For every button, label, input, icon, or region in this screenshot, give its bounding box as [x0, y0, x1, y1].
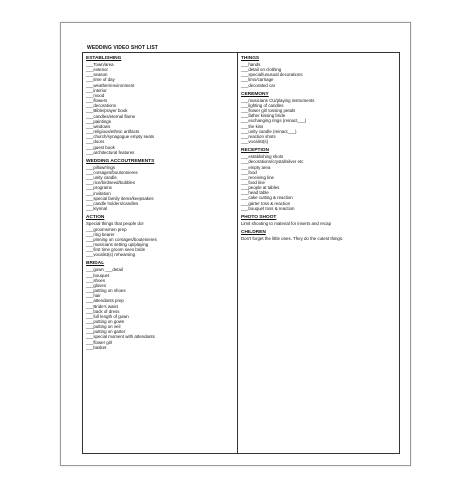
shot-item: ___rice/birdseed/bubbles: [86, 180, 136, 186]
column-divider: [237, 53, 238, 453]
shot-item: ___cake cutting & reaction: [241, 195, 293, 201]
shot-item: ___back of dress: [86, 308, 120, 314]
section-heading-photo-shoot: PHOTO SHOOT: [241, 214, 277, 220]
shot-item: ___ring bearer: [86, 231, 115, 237]
shot-item: ___hair: [86, 293, 101, 299]
shot-item: ___detail on clothing: [241, 67, 282, 73]
shot-item: ___vocalist(s) rehearsing: [86, 252, 136, 258]
shot-item: ___kiynnal: [86, 206, 107, 212]
shot-item: ___unity candle: [86, 175, 117, 181]
shot-item: ___establishing shots: [241, 154, 284, 160]
section-heading-wedding-accoutrements: WEDDING ACCOUTREMENTS: [86, 158, 155, 164]
shot-item: ___time of day: [86, 77, 115, 83]
shot-item: ___weather/environment: [86, 82, 135, 88]
shot-item: ___putting on veil: [86, 324, 121, 330]
shot-item: ___pillow/rings: [86, 164, 116, 170]
shot-item: ___Bible/prayer book: [86, 108, 128, 114]
shot-item: ___Bride's waist: [86, 303, 118, 309]
section-note: Special things that people do!: [86, 221, 144, 227]
shot-item: ___flower girl: [86, 339, 113, 345]
shot-item: ___special/unusual decorations: [241, 72, 303, 78]
shot-item: ___special family items/keepsakes: [86, 195, 154, 201]
shot-item: ___attendants prep: [86, 298, 124, 304]
shot-item: ___putting on shoes: [86, 288, 126, 294]
shot-item: ___decorations/crystal/silver etc: [241, 159, 304, 165]
shot-item: ___gloves: [86, 282, 107, 288]
shot-item: ___unity candle (reinact___): [241, 128, 297, 134]
shot-item: ___garter toss & reaction: [241, 200, 291, 206]
shot-item: ___season: [86, 72, 108, 78]
shot-item: ___father kissing bride: [241, 113, 286, 119]
shot-list-table: [82, 52, 400, 454]
shot-item: ___exchanging rings (reinact___): [241, 118, 307, 124]
shot-item: ___special moment with attendants: [86, 334, 155, 340]
shot-item: ___windows: [86, 123, 111, 129]
shot-item: ___first time groom sees bride: [86, 247, 146, 253]
shot-item: ___mood: [86, 92, 105, 98]
right-column: [241, 56, 397, 242]
shot-item: ___invitation: [86, 190, 111, 196]
shot-item: ___limo/carriage: [241, 77, 274, 83]
shot-item: ___decorated car: [241, 82, 276, 88]
shot-item: ___empty area: [241, 164, 271, 170]
shot-item: ___flowers: [86, 98, 108, 104]
shot-item: ___people at tables: [241, 185, 280, 191]
section-heading-bridal: BRIDAL: [86, 261, 105, 267]
shot-item: ___doors: [86, 139, 105, 145]
shot-item: ___food: [241, 169, 257, 175]
shot-item: ___guest book: [86, 144, 115, 150]
shot-item: ___shoes: [86, 277, 106, 283]
shot-item: ___musicians setting up/playing: [86, 241, 149, 247]
shot-item: ___the kiss: [241, 123, 264, 129]
shot-item: ___hands: [241, 62, 261, 67]
shot-item: ___gown ___detail: [86, 267, 123, 273]
section-heading-action: ACTION: [86, 215, 105, 221]
section-note: Limit shooting to material for inserts and recap: [241, 220, 332, 226]
shot-item: ___putting on garter: [86, 329, 126, 335]
shot-item: ___vocalist(s): [241, 139, 269, 145]
shot-item: ___groomsmen prep: [86, 226, 127, 232]
section-heading-reception: RECEPTION: [241, 148, 269, 154]
left-column: [86, 56, 234, 350]
section-heading-establishing: ESTABLISHING: [86, 56, 122, 61]
shot-item: ___receiving line: [241, 174, 274, 180]
shot-item: ___decorations: [86, 103, 117, 109]
shot-item: ___basket: [86, 344, 107, 350]
shot-item: ___Town/area: [86, 62, 114, 67]
shot-item: ___reaction shots: [241, 133, 276, 139]
document-title: WEDDING VIDEO SHOT LIST: [87, 45, 158, 51]
shot-item: ___bouquet: [86, 272, 110, 278]
shot-item: ___lighting of candles: [241, 102, 284, 108]
section-heading-things: THINGS: [241, 56, 260, 61]
shot-item: ___programs: [86, 185, 112, 191]
shot-item: ___corsages/boutonnieres: [86, 169, 138, 175]
shot-item: ___full length of gown: [86, 313, 129, 319]
section-heading-ceremony: CEREMONY: [241, 91, 269, 97]
section-note: Don't forget the little ones. They do the cutest things.: [241, 236, 344, 242]
shot-item: ___interior: [86, 87, 107, 93]
shot-item: ___paintings: [86, 118, 111, 124]
shot-item: ___church/synagogue empty seats: [86, 134, 155, 140]
shot-item: ___head table: [241, 190, 269, 196]
shot-item: ___architectural features: [86, 149, 135, 155]
shot-item: ___musicians CU/playing instruments: [241, 97, 315, 103]
shot-item: ___exterior: [86, 67, 108, 73]
shot-item: ___food line: [241, 179, 265, 185]
section-heading-children: CHILDREN: [241, 230, 266, 236]
shot-item: ___candle holders/candles: [86, 200, 139, 206]
shot-item: ___flower girl tossing petals: [241, 108, 296, 114]
shot-item: ___religious/ethnic artifacts: [86, 129, 140, 135]
shot-item: ___bouquet toss & reaction: [241, 205, 295, 211]
shot-item: ___candles/eternal flame: [86, 113, 136, 119]
shot-item: ___pinning on corsages/boutenieres: [86, 236, 157, 242]
shot-item: ___putting on gown: [86, 319, 125, 325]
